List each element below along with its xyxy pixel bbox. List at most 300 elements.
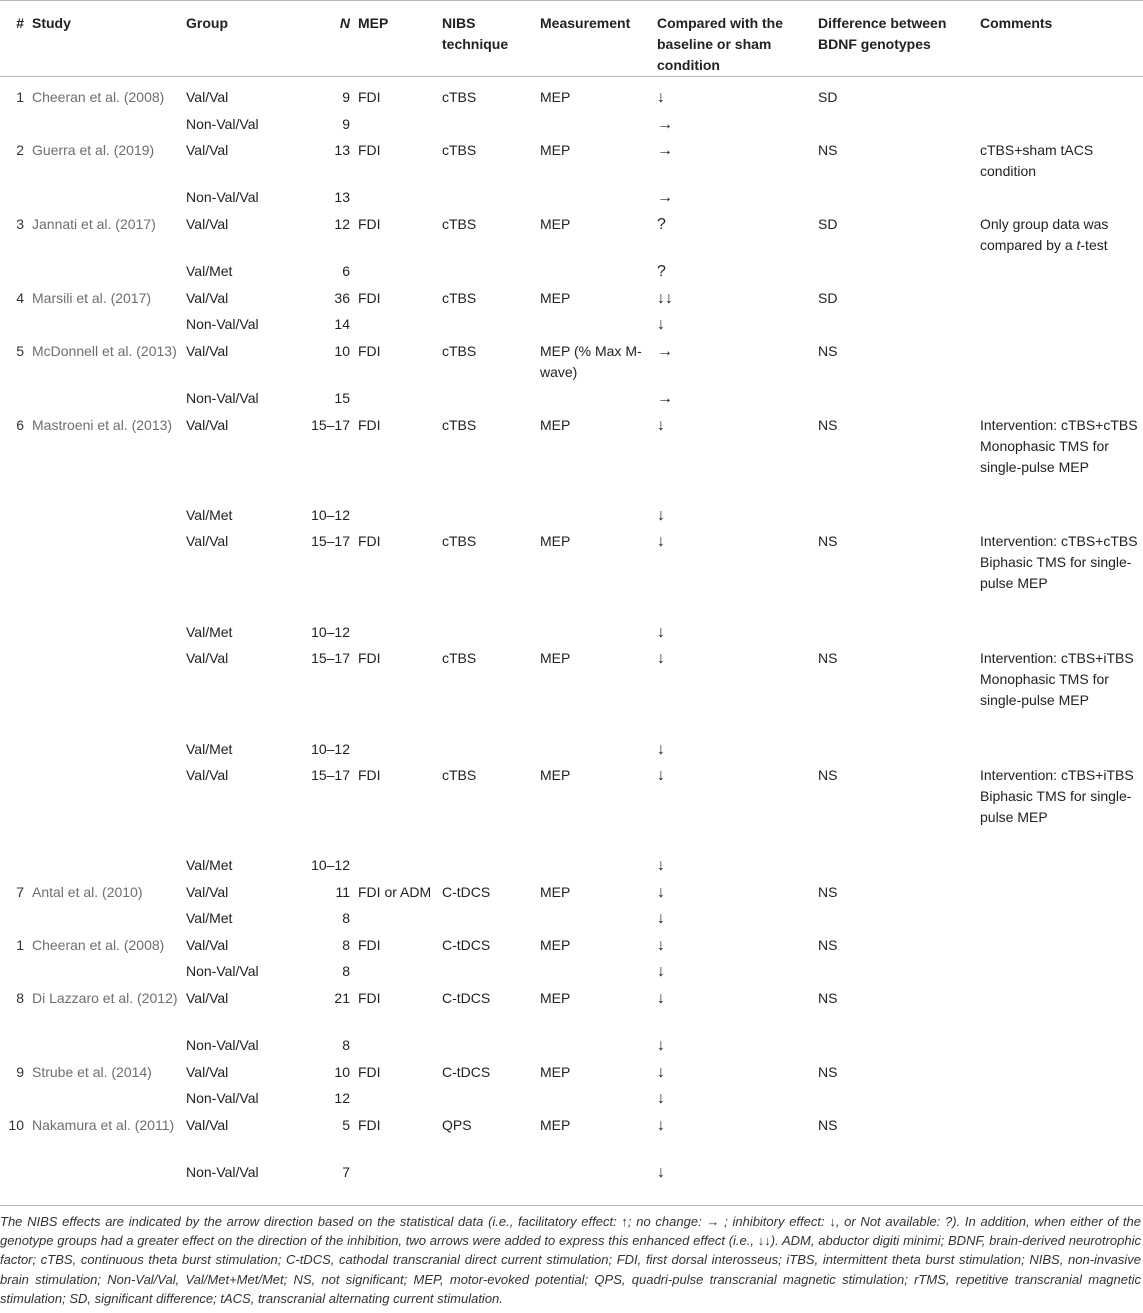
comments-cell [980,882,1143,908]
measurement-cell: MEP [540,649,571,666]
row-number: 9 [16,1063,24,1080]
table-row [0,1035,1143,1062]
header-difference: Difference between BDNF genotypes [818,1,980,77]
difference-cell: NS [818,1116,838,1133]
n-cell: 15 [334,389,350,406]
measurement-cell: MEP [540,532,571,549]
difference-cell: NS [818,766,838,783]
mep-cell [350,388,442,415]
study-cell [24,314,186,341]
measurement-cell: MEP [540,89,571,105]
footnote-text: The NIBS effects are indicated by the arrow direction based on the statistical data (i.e., facilitatory effect: ↑; no change: → ; inhibitory effect: ↓, or Not available: ?). In addition, when either of the genotype groups had a greater effect on the direction of the inhibition, two arrows were added to express this enhanced effect (i.e., ↓↓). ADM, abductor digiti minimi; BDNF, brain-derived neurotrophic factor; cTBS, continuous theta burst stimulation; C-tDCS, cathodal transcranial direct current stimulation; FDI, first dorsal interosseus; iTBS, intermittent theta burst stimulation; NIBS, non-invasive brain stimulation; Non-Val/Val, Val/Met+Met/Met; NS, not significant; MEP, motor-evoked potential; QPS, quadri-pulse transcranial magnetic stimulation; rTMS, repetitive transcranial magnetic stimulation; SD, significant difference; tACS, transcranial alternating current stimulation. [0,1214,1141,1306]
measurement-cell: MEP [540,883,571,900]
measurement-cell: MEP [540,936,571,953]
nibs-cell: cTBS [442,89,477,105]
group-cell: Val/Val [186,89,229,105]
measurement-cell [540,1088,657,1115]
row-number [0,114,24,140]
study-cell: Cheeran et al. (2008) [32,936,165,953]
nibs-cell: cTBS [442,532,477,549]
comments-cell [980,1088,1143,1115]
nibs-cell: C-tDCS [442,1063,491,1080]
table-row [0,341,1143,388]
nibs-cell [442,1162,540,1188]
n-cell: 10 [334,342,350,359]
difference-cell [818,1162,980,1188]
study-cell: Marsili et al. (2017) [32,289,152,306]
difference-cell [818,622,980,648]
comments-cell [980,341,1143,388]
study-cell: McDonnell et al. (2013) [32,342,177,359]
study-cell [24,1035,186,1062]
measurement-cell [540,505,657,531]
n-cell: 10–12 [311,856,350,873]
mep-cell [350,114,442,140]
comparison-arrow: ? [657,215,666,233]
measurement-cell [540,961,657,988]
nibs-cell: cTBS [442,766,477,783]
mep-cell: FDI [358,1063,381,1080]
table-row [0,765,1143,855]
mep-cell: FDI [358,342,381,359]
n-cell: 7 [342,1163,350,1180]
mep-cell: FDI [358,649,381,666]
header-mep: MEP [350,1,442,77]
comments-cell [980,388,1143,415]
row-number [0,1088,24,1115]
group-cell: Non-Val/Val [186,1089,259,1106]
nibs-cell: cTBS [442,141,477,158]
difference-cell [818,739,980,765]
mep-cell: FDI or ADM [358,883,432,900]
nibs-cell [442,855,540,882]
group-cell: Val/Val [186,215,229,232]
difference-cell: NS [818,649,838,666]
group-cell: Val/Val [186,989,229,1006]
table-row [0,214,1143,261]
n-cell: 10–12 [311,740,350,757]
table-row [0,77,1143,114]
group-cell: Val/Val [186,416,229,433]
group-cell: Val/Val [186,883,229,900]
table-row [0,505,1143,531]
nibs-cell: cTBS [442,416,477,433]
group-cell: Val/Met [186,740,233,757]
study-cell [24,388,186,415]
mep-cell [350,1088,442,1115]
nibs-cell [442,622,540,648]
row-number [0,855,24,882]
study-cell: Mastroeni et al. (2013) [32,416,173,433]
difference-cell: NS [818,989,838,1006]
mep-cell: FDI [358,215,381,232]
table-row [0,1088,1143,1115]
mep-cell: FDI [358,289,381,306]
comparison-arrow: ↓ [657,1116,665,1134]
n-cell: 5 [342,1116,350,1133]
group-cell: Non-Val/Val [186,115,259,132]
group-cell: Val/Met [186,623,233,640]
comparison-arrow: → [657,188,673,206]
difference-cell: NS [818,416,838,433]
row-number [0,505,24,531]
comments-cell [980,77,1143,114]
n-cell: 36 [334,289,350,306]
nibs-cell: C-tDCS [442,883,491,900]
header-compared: Compared with the baseline or sham condition [657,1,818,77]
group-cell: Non-Val/Val [186,315,259,332]
study-cell [24,1162,186,1188]
difference-cell [818,908,980,935]
comments-cell: Intervention: cTBS+iTBS Monophasic TMS for single-pulse MEP [980,649,1134,708]
group-cell: Val/Val [186,342,229,359]
table-row [0,388,1143,415]
measurement-cell [540,114,657,140]
n-cell: 9 [342,115,350,132]
group-cell: Val/Val [186,649,229,666]
comparison-arrow: ↓ [657,1063,665,1081]
comparison-arrow: ↓ [657,962,665,980]
row-number: 8 [16,989,24,1006]
comments-cell [980,1035,1143,1062]
study-cell [24,961,186,988]
difference-cell: SD [818,289,838,306]
difference-cell [818,505,980,531]
group-cell: Val/Met [186,909,233,926]
row-number: 1 [16,936,24,953]
comparison-arrow: → [657,141,673,159]
row-number: 7 [16,883,24,900]
n-cell: 10–12 [311,623,350,640]
n-cell: 11 [335,883,350,900]
measurement-cell: MEP [540,289,571,306]
row-number [0,531,24,622]
row-number [0,648,24,739]
comparison-arrow: ↓ [657,989,665,1007]
comments-cell: Intervention: cTBS+iTBS Biphasic TMS for single-pulse MEP [980,766,1134,825]
comparison-arrow: ↓ [657,766,665,784]
difference-cell [818,1088,980,1115]
row-number: 6 [16,416,24,433]
header-study: Study [24,1,186,77]
nibs-cell [442,739,540,765]
nibs-cell: C-tDCS [442,936,491,953]
difference-cell [818,187,980,214]
n-cell: 12 [334,1089,350,1106]
nibs-cell [442,1088,540,1115]
study-cell [24,739,186,765]
measurement-cell [540,1035,657,1062]
comparison-arrow: ↓ [657,506,665,524]
measurement-cell [540,388,657,415]
mep-cell [350,961,442,988]
table-row [0,855,1143,882]
mep-cell: FDI [358,766,381,783]
n-cell: 8 [342,936,350,953]
n-cell: 10–12 [311,506,350,523]
comparison-arrow: → [657,342,673,360]
table-row [0,261,1143,288]
row-number [0,388,24,415]
n-cell: 9 [342,89,350,105]
n-cell: 15–17 [311,649,350,666]
group-cell: Non-Val/Val [186,188,259,205]
nibs-cell: cTBS [442,289,477,306]
nibs-cell: cTBS [442,215,477,232]
measurement-cell: MEP [540,1116,571,1133]
nibs-cell: cTBS [442,342,477,359]
group-cell: Non-Val/Val [186,1036,259,1053]
row-number: 1 [16,89,24,105]
group-cell: Non-Val/Val [186,962,259,979]
comparison-arrow: ↓ [657,740,665,758]
measurement-cell: MEP [540,215,571,232]
comparison-arrow: ↓ [657,856,665,874]
n-cell: 10 [334,1063,350,1080]
measurement-cell: MEP [540,141,571,158]
n-cell: 15–17 [311,416,350,433]
row-number [0,1035,24,1062]
study-cell [24,261,186,288]
nibs-cell: cTBS [442,649,477,666]
mep-cell: FDI [358,936,381,953]
row-number [0,961,24,988]
table-row [0,648,1143,739]
table-row [0,1062,1143,1088]
mep-cell: FDI [358,532,381,549]
measurement-cell [540,314,657,341]
comparison-arrow: ↓ [657,936,665,954]
comparison-arrow: ↓ [657,649,665,667]
row-number: 5 [16,342,24,359]
comments-cell [980,288,1143,314]
measurement-cell [540,739,657,765]
group-cell: Val/Val [186,289,229,306]
group-cell: Non-Val/Val [186,389,259,406]
row-number: 3 [16,215,24,232]
measurement-cell: MEP [540,766,571,783]
header-measurement: Measurement [540,1,657,77]
comparison-arrow: ↓ [657,416,665,434]
header-n: N [300,1,350,77]
comparison-arrow: ↓ [657,89,665,106]
n-cell: 13 [334,141,350,158]
study-cell [24,765,186,855]
comments-cell: Intervention: cTBS+cTBS Biphasic TMS for single-pulse MEP [980,532,1138,591]
difference-cell [818,388,980,415]
comparison-arrow: ? [657,262,666,280]
row-number: 10 [8,1116,24,1133]
study-cell: Nakamura et al. (2011) [32,1116,175,1133]
comparison-arrow: → [657,115,673,133]
row-number: 4 [16,289,24,306]
difference-cell: SD [818,89,838,105]
difference-cell: NS [818,1063,838,1080]
study-cell [24,648,186,739]
row-number [0,908,24,935]
measurement-cell: MEP [540,989,571,1006]
n-cell: 15–17 [311,532,350,549]
difference-cell: NS [818,936,838,953]
comparison-arrow: ↓ [657,1089,665,1107]
table-row [0,882,1143,908]
group-cell: Val/Val [186,766,229,783]
nibs-cell [442,261,540,288]
table-row [0,908,1143,935]
row-number [0,187,24,214]
table-row [0,140,1143,187]
mep-cell [350,187,442,214]
difference-cell: NS [818,883,838,900]
table-row [0,187,1143,214]
n-cell: 6 [342,262,350,279]
comments-cell [980,114,1143,140]
row-number [0,739,24,765]
mep-cell [350,855,442,882]
difference-cell: NS [818,141,838,158]
study-cell [24,531,186,622]
study-cell [24,855,186,882]
comparison-arrow: ↓ [657,315,665,333]
measurement-cell [540,622,657,648]
group-cell: Val/Met [186,506,233,523]
mep-cell [350,1035,442,1062]
row-number: 2 [16,141,24,158]
comments-cell [980,855,1143,882]
study-cell: Di Lazzaro et al. (2012) [32,989,178,1006]
comments-cell: cTBS+sham tACS condition [980,141,1094,179]
study-cell: Jannati et al. (2017) [32,215,156,232]
n-cell: 8 [342,962,350,979]
measurement-cell [540,1162,657,1188]
table-row [0,531,1143,622]
header-group: Group [186,1,300,77]
n-cell: 13 [334,188,350,205]
group-cell: Val/Val [186,936,229,953]
table-row [0,1115,1143,1162]
difference-cell [818,314,980,341]
comments-cell [980,314,1143,341]
comments-cell [980,505,1143,531]
mep-cell [350,261,442,288]
mep-cell [350,1162,442,1188]
difference-cell [818,114,980,140]
group-cell: Val/Val [186,141,229,158]
row-number [0,622,24,648]
study-cell: Antal et al. (2010) [32,883,143,900]
group-cell: Val/Val [186,1116,229,1133]
nibs-cell [442,187,540,214]
table-row [0,1162,1143,1188]
study-cell [24,908,186,935]
comparison-arrow: ↓ [657,1163,665,1181]
mep-cell: FDI [358,141,381,158]
comments-cell [980,187,1143,214]
n-cell: 8 [342,1036,350,1053]
table-footnote [0,1205,1143,1308]
comments-cell [980,261,1143,288]
comments-cell [980,739,1143,765]
study-cell [24,505,186,531]
measurement-cell: MEP [540,416,571,433]
header-row [0,1,1143,77]
study-cell: Cheeran et al. (2008) [32,89,165,105]
mep-cell [350,908,442,935]
mep-cell: FDI [358,989,381,1006]
comments-cell [980,622,1143,648]
row-number [0,1162,24,1188]
measurement-cell: MEP [540,1063,571,1080]
difference-cell [818,855,980,882]
study-cell: Guerra et al. (2019) [32,141,155,158]
difference-cell: SD [818,215,838,232]
nibs-cell [442,908,540,935]
nibs-cell: QPS [442,1116,472,1133]
n-cell: 14 [334,315,350,332]
nibs-cell [442,505,540,531]
comparison-arrow: ↓ [657,532,665,550]
study-cell [24,114,186,140]
measurement-cell [540,908,657,935]
header-comments: Comments [980,1,1143,77]
mep-cell: FDI [358,1116,381,1133]
n-cell: 12 [334,215,350,232]
group-cell: Val/Val [186,532,229,549]
measurement-cell [540,261,657,288]
mep-cell: FDI [358,89,381,105]
group-cell: Val/Val [186,1063,229,1080]
study-cell [24,622,186,648]
mep-cell: FDI [358,416,381,433]
difference-cell: NS [818,342,838,359]
mep-cell [350,622,442,648]
nibs-cell [442,388,540,415]
nibs-cell [442,961,540,988]
comments-cell [980,1062,1143,1088]
row-number [0,765,24,855]
difference-cell [818,261,980,288]
mep-cell [350,505,442,531]
measurement-cell [540,855,657,882]
group-cell: Non-Val/Val [186,1163,259,1180]
mep-cell [350,314,442,341]
table-row [0,935,1143,961]
n-cell: 15–17 [311,766,350,783]
measurement-cell [540,187,657,214]
study-cell: Strube et al. (2014) [32,1063,152,1080]
comparison-arrow: ↓↓ [657,289,673,307]
nibs-cell [442,114,540,140]
group-cell: Val/Met [186,856,233,873]
difference-cell: NS [818,532,838,549]
comparison-arrow: ↓ [657,1036,665,1054]
comments-cell [980,1115,1143,1162]
nibs-cell: C-tDCS [442,989,491,1006]
mep-cell [350,739,442,765]
row-number [0,314,24,341]
study-cell [24,1088,186,1115]
comparison-arrow: ↓ [657,623,665,641]
table-row [0,288,1143,314]
nibs-cell [442,1035,540,1062]
study-cell [24,187,186,214]
measurement-cell: MEP (% Max M-wave) [540,342,642,380]
comments-cell [980,908,1143,935]
header-nibs: NIBS technique [442,1,540,77]
table-row [0,988,1143,1035]
n-cell: 21 [334,989,350,1006]
comments-cell [980,961,1143,988]
